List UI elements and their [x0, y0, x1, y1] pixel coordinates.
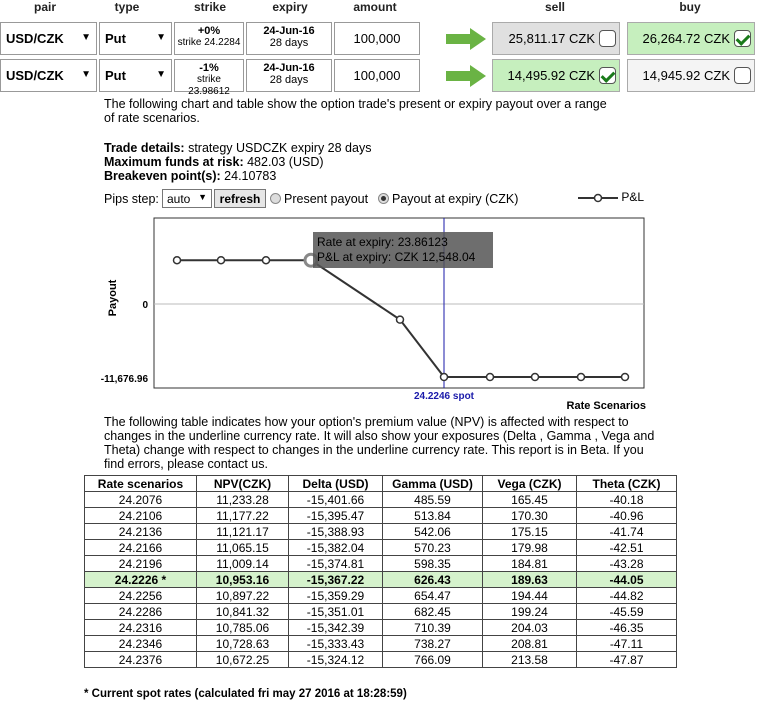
sell-price-button[interactable] — [492, 22, 620, 55]
funds-at-risk-label: Maximum funds at risk: — [104, 155, 244, 169]
footnote: * Current spot rates (calculated fri may 27 2016 at 18:28:59) — [84, 688, 407, 700]
table-cell: 179.98 — [483, 540, 577, 556]
expiry-days: 28 days — [269, 37, 309, 49]
column-header: NPV(CZK) — [197, 476, 289, 492]
column-header: Gamma (USD) — [383, 476, 483, 492]
pair-value: USD/CZK — [6, 68, 64, 83]
chevron-down-icon: ▼ — [156, 32, 166, 43]
table-cell: -15,401.66 — [289, 492, 383, 508]
expiry-date: 24-Jun-16 — [263, 25, 315, 37]
table-cell: -15,388.93 — [289, 524, 383, 540]
chart-intro — [104, 97, 607, 125]
pips-step-label: Pips step: — [104, 192, 159, 206]
sell-price-button[interactable] — [492, 59, 620, 92]
pair-select[interactable] — [0, 59, 97, 92]
column-header: Delta (USD) — [289, 476, 383, 492]
table-cell: -15,374.81 — [289, 556, 383, 572]
table-intro — [104, 415, 654, 471]
table-cell: 170.30 — [483, 508, 577, 524]
table-cell: 598.35 — [383, 556, 483, 572]
x-axis-label: Rate Scenarios — [566, 400, 646, 412]
table-cell: -42.51 — [577, 540, 677, 556]
sell-price: 25,811.17 CZK — [508, 31, 595, 46]
table-cell: -44.82 — [577, 588, 677, 604]
table-cell: -47.11 — [577, 636, 677, 652]
header-expiry: expiry — [272, 0, 308, 14]
table-intro-line: changes in the underline currency rate. It will also show your exposures (Delta , Gamma , Vega and — [104, 429, 655, 443]
table-cell: -47.87 — [577, 652, 677, 668]
table-cell: -15,333.43 — [289, 636, 383, 652]
buy-checkbox[interactable] — [734, 30, 751, 47]
breakeven-label: Breakeven point(s): — [104, 169, 221, 183]
table-cell: 24.2376 — [85, 652, 197, 668]
amount-field[interactable]: 100,000 — [334, 22, 420, 55]
buy-price-button[interactable] — [627, 22, 755, 55]
y-axis-label: Payout — [107, 279, 119, 317]
table-cell: 542.06 — [383, 524, 483, 540]
table-cell: 189.63 — [483, 572, 577, 588]
intro-line: of rate scenarios. — [104, 111, 200, 125]
data-point[interactable] — [622, 374, 629, 381]
table-cell: -41.74 — [577, 524, 677, 540]
present-payout-radio[interactable] — [270, 193, 281, 204]
table-row — [85, 540, 677, 556]
table-cell: 194.44 — [483, 588, 577, 604]
header-buy: buy — [679, 0, 701, 14]
spot-label: 24.2246 spot — [413, 391, 475, 402]
intro-line: The following chart and table show the option trade's present or expiry payout over a range — [104, 97, 607, 111]
trade-row — [0, 59, 759, 97]
expiry-payout-radio[interactable] — [378, 193, 389, 204]
pair-select[interactable] — [0, 22, 97, 55]
chevron-down-icon: ▼ — [156, 69, 166, 80]
strike-percent: +0% — [197, 25, 221, 37]
table-cell: 10,953.16 — [197, 572, 289, 588]
table-row — [85, 588, 677, 604]
header-type: type — [114, 0, 140, 14]
expiry-date: 24-Jun-16 — [263, 62, 315, 74]
table-cell: 10,728.63 — [197, 636, 289, 652]
table-cell: 710.39 — [383, 620, 483, 636]
legend-line-icon — [578, 193, 618, 203]
buy-price: 14,945.92 CZK — [642, 68, 730, 83]
header-pair: pair — [33, 0, 56, 14]
tooltip-pnl: P&L at expiry: CZK 12,548.04 — [317, 250, 476, 264]
buy-price-button[interactable] — [627, 59, 755, 92]
table-cell: 11,065.15 — [197, 540, 289, 556]
table-cell: 10,672.25 — [197, 652, 289, 668]
header-strike: strike — [193, 0, 227, 14]
table-cell: -15,351.01 — [289, 604, 383, 620]
trade-details-value: strategy USDCZK expiry 28 days — [184, 141, 372, 155]
chart-legend — [578, 190, 644, 204]
data-point[interactable] — [487, 374, 494, 381]
table-cell: 10,785.06 — [197, 620, 289, 636]
chart-controls — [104, 189, 524, 209]
table-cell: 11,009.14 — [197, 556, 289, 572]
pair-value: USD/CZK — [6, 31, 64, 46]
table-cell: -40.18 — [577, 492, 677, 508]
expiry-field[interactable] — [246, 22, 332, 55]
table-cell: 738.27 — [383, 636, 483, 652]
table-cell: 199.24 — [483, 604, 577, 620]
data-point[interactable] — [578, 374, 585, 381]
trade-row — [0, 22, 759, 56]
table-cell: 11,177.22 — [197, 508, 289, 524]
amount-field[interactable]: 100,000 — [334, 59, 420, 92]
table-cell: -15,367.22 — [289, 572, 383, 588]
table-cell: 513.84 — [383, 508, 483, 524]
table-cell: 24.2166 — [85, 540, 197, 556]
header-sell: sell — [544, 0, 565, 14]
table-cell: 24.2136 — [85, 524, 197, 540]
sell-price: 14,495.92 CZK — [507, 68, 595, 83]
present-payout-label: Present payout — [284, 192, 369, 206]
table-cell: 24.2106 — [85, 508, 197, 524]
table-cell: 766.09 — [383, 652, 483, 668]
sell-checkbox[interactable] — [599, 67, 616, 84]
tooltip-rate: Rate at expiry: 23.86123 — [317, 235, 448, 249]
table-intro-line: find errors, please contact us. — [104, 457, 268, 471]
pips-step-select[interactable] — [162, 189, 212, 208]
column-headers — [0, 0, 759, 16]
table-cell: -15,382.04 — [289, 540, 383, 556]
table-cell: 682.45 — [383, 604, 483, 620]
data-point[interactable] — [441, 374, 448, 381]
table-cell: -43.28 — [577, 556, 677, 572]
column-header: Rate scenarios — [85, 476, 197, 492]
table-cell: 10,841.32 — [197, 604, 289, 620]
type-value: Put — [105, 31, 126, 46]
refresh-button[interactable]: refresh — [214, 189, 266, 208]
y-tick-label: -11,676.96 — [100, 374, 148, 385]
trade-details-label: Trade details: — [104, 141, 185, 155]
strike-field[interactable] — [174, 22, 244, 55]
table-cell: 175.15 — [483, 524, 577, 540]
table-cell: 24.2316 — [85, 620, 197, 636]
expiry-field[interactable] — [246, 59, 332, 92]
data-point[interactable] — [174, 257, 181, 264]
buy-checkbox[interactable] — [734, 67, 751, 84]
table-cell: -15,324.12 — [289, 652, 383, 668]
strike-percent: -1% — [199, 62, 219, 74]
table-cell: 654.47 — [383, 588, 483, 604]
sensitivity-table — [84, 475, 677, 668]
data-point[interactable] — [397, 316, 404, 323]
table-cell: -15,395.47 — [289, 508, 383, 524]
funds-at-risk-value: 482.03 (USD) — [243, 155, 324, 169]
table-cell: 213.58 — [483, 652, 577, 668]
sell-checkbox[interactable] — [599, 30, 616, 47]
table-cell: -46.35 — [577, 620, 677, 636]
table-intro-line: Theta) change with respect to changes in the underline currency rate. This report is in Beta. If you — [104, 443, 644, 457]
table-cell: 570.23 — [383, 540, 483, 556]
table-cell: 24.2196 — [85, 556, 197, 572]
breakeven-value: 24.10783 — [220, 169, 277, 183]
table-row — [85, 572, 677, 588]
data-point[interactable] — [263, 257, 270, 264]
table-cell: 24.2286 — [85, 604, 197, 620]
table-row — [85, 524, 677, 540]
table-row — [85, 604, 677, 620]
column-header: Theta (CZK) — [577, 476, 677, 492]
table-cell: -15,359.29 — [289, 588, 383, 604]
strike-value: strike 23.98612 — [188, 74, 230, 97]
type-select[interactable] — [99, 59, 172, 92]
expiry-days: 28 days — [269, 74, 309, 86]
table-row — [85, 492, 677, 508]
table-cell: -44.05 — [577, 572, 677, 588]
table-cell: 10,897.22 — [197, 588, 289, 604]
expiry-payout-label: Payout at expiry (CZK) — [392, 192, 519, 206]
table-cell: 184.81 — [483, 556, 577, 572]
table-cell: 485.59 — [383, 492, 483, 508]
table-intro-line: The following table indicates how your option's premium value (NPV) is affected with respect to — [104, 415, 629, 429]
column-header: Vega (CZK) — [483, 476, 577, 492]
table-cell: 24.2256 — [85, 588, 197, 604]
type-select[interactable] — [99, 22, 172, 55]
table-cell: -40.96 — [577, 508, 677, 524]
table-cell: -15,342.39 — [289, 620, 383, 636]
table-cell: 208.81 — [483, 636, 577, 652]
table-cell: 11,121.17 — [197, 524, 289, 540]
type-value: Put — [105, 68, 126, 83]
payout-chart — [100, 208, 660, 412]
table-row — [85, 652, 677, 668]
table-row — [85, 620, 677, 636]
pips-step-value: auto — [167, 192, 191, 206]
chevron-down-icon: ▼ — [81, 32, 91, 43]
table-row — [85, 636, 677, 652]
arrow-right-icon — [446, 28, 486, 50]
table-cell: 204.03 — [483, 620, 577, 636]
table-cell: 11,233.28 — [197, 492, 289, 508]
legend-label: P&L — [621, 190, 645, 204]
table-row — [85, 556, 677, 572]
strike-field[interactable] — [174, 59, 244, 97]
strike-value: strike 24.2284 — [177, 37, 241, 48]
trade-details — [104, 141, 371, 183]
header-amount: amount — [353, 0, 397, 14]
table-cell: 626.43 — [383, 572, 483, 588]
buy-price: 26,264.72 CZK — [642, 31, 730, 46]
data-point[interactable] — [218, 257, 225, 264]
table-cell: 24.2076 — [85, 492, 197, 508]
table-cell: 24.2346 — [85, 636, 197, 652]
table-cell: 165.45 — [483, 492, 577, 508]
data-point[interactable] — [532, 374, 539, 381]
y-tick-label: 0 — [142, 300, 148, 311]
arrow-right-icon — [446, 65, 486, 87]
table-row — [85, 508, 677, 524]
chevron-down-icon: ▼ — [81, 69, 91, 80]
chevron-down-icon: ▼ — [198, 192, 207, 202]
table-cell: 24.2226 * — [85, 572, 197, 588]
table-cell: -45.59 — [577, 604, 677, 620]
